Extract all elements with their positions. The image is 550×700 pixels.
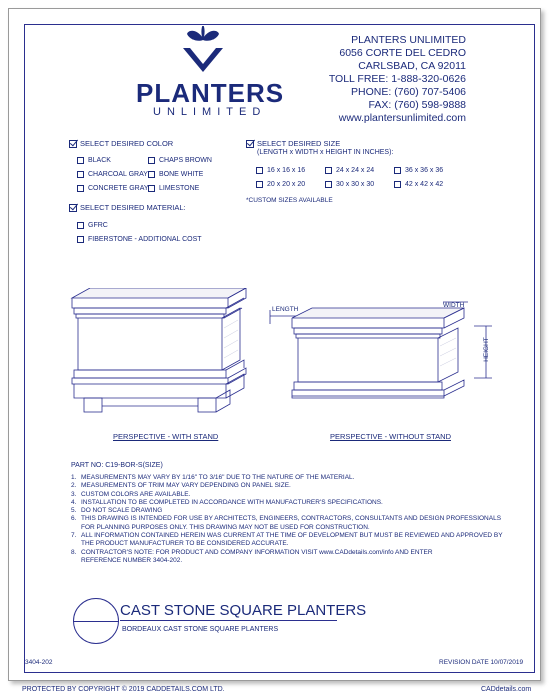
note-row: 2. MEASUREMENTS OF TRIM MAY VARY DEPENDING ON PANEL SIZE. <box>71 482 291 490</box>
checkbox-icon[interactable] <box>77 157 84 164</box>
size-subtitle: (LENGTH x WIDTH x HEIGHT IN INCHES): <box>257 149 394 156</box>
size-section-title: SELECT DESIRED SIZE <box>246 139 340 148</box>
contact-block <box>329 34 466 125</box>
checkbox-icon[interactable] <box>148 171 155 178</box>
checkbox-icon[interactable] <box>148 157 155 164</box>
drawing-title: CAST STONE SQUARE PLANTERS <box>120 602 367 619</box>
title-circle-divider <box>73 621 119 622</box>
address-line-1: 6056 CORTE DEL CEDRO <box>339 47 466 59</box>
length-label: LENGTH <box>272 306 299 313</box>
material-option-gfrc[interactable]: GFRC <box>77 222 108 229</box>
color-option-limestone[interactable]: LIMESTONE <box>148 185 199 192</box>
color-option-charcoal-gray[interactable]: CHARCOAL GRAY <box>77 171 148 178</box>
copyright-text: PROTECTED BY COPYRIGHT © 2019 CADDETAILS.COM LTD. <box>22 686 225 693</box>
caddetails-link[interactable]: CADdetails.com <box>481 686 532 693</box>
width-label: WIDTH <box>443 302 465 309</box>
note-row: 1. MEASUREMENTS MAY VARY BY 1/16" TO 3/16" DUE TO THE NATURE OF THE MATERIAL. <box>71 474 355 481</box>
checked-checkbox-icon[interactable] <box>69 204 77 212</box>
checkbox-icon[interactable] <box>394 167 401 174</box>
fax: FAX: (760) 598-9888 <box>368 99 466 111</box>
size-option-30[interactable]: 30 x 30 x 30 <box>325 181 374 188</box>
note-row: 3. CUSTOM COLORS ARE AVAILABLE. <box>71 490 191 498</box>
checkbox-icon[interactable] <box>394 181 401 188</box>
checkbox-icon[interactable] <box>77 236 84 243</box>
size-option-24[interactable]: 24 x 24 x 24 <box>325 167 374 174</box>
part-number: PART NO: C19-BOR-S(SIZE) <box>71 462 163 469</box>
note-row: FOR PLANNING PURPOSES ONLY. THIS DRAWING MAY NOT BE USED FOR CONSTRUCTION. <box>81 523 370 531</box>
color-option-bone-white[interactable]: BONE WHITE <box>148 171 203 178</box>
size-option-42[interactable]: 42 x 42 x 42 <box>394 181 443 188</box>
checkbox-icon[interactable] <box>256 181 263 188</box>
note-row: 4. INSTALLATION TO BE COMPLETED IN ACCORDANCE WITH MANUFACTURER'S SPECIFICATIONS. <box>71 498 383 506</box>
title-underline <box>120 620 337 621</box>
reference-number: 3404-202 <box>25 659 53 666</box>
logo-wordmark: PLANTERS <box>136 78 285 108</box>
drawing-subtitle: BORDEAUX CAST STONE SQUARE PLANTERS <box>122 626 279 633</box>
planter-with-stand-drawing <box>60 288 260 428</box>
material-option-fiberstone[interactable]: FIBERSTONE - ADDITIONAL COST <box>77 236 202 243</box>
caption-with-stand: PERSPECTIVE - WITH STAND <box>113 432 219 441</box>
size-option-36[interactable]: 36 x 36 x 36 <box>394 167 443 174</box>
note-row: 6. THIS DRAWING IS INTENDED FOR USE BY ARCHITECTS, ENGINEERS, CONTRACTORS, CONSULTANTS AND DESIGN PROFESSIONALS <box>71 515 502 523</box>
checkbox-icon[interactable] <box>325 181 332 188</box>
size-option-16[interactable]: 16 x 16 x 16 <box>256 167 305 174</box>
phone: PHONE: (760) 707-5406 <box>351 86 466 98</box>
planter-without-stand-drawing <box>268 300 500 420</box>
logo-subtext: UNLIMITED <box>153 106 267 118</box>
website-link[interactable]: www.plantersunlimited.com <box>338 112 466 124</box>
checkbox-icon[interactable] <box>148 185 155 192</box>
checkbox-icon[interactable] <box>77 222 84 229</box>
address-line-2: CARLSBAD, CA 92011 <box>358 60 466 72</box>
toll-free: TOLL FREE: 1-888-320-0626 <box>328 73 466 85</box>
height-label: HEIGHT <box>482 337 490 362</box>
checkbox-icon[interactable] <box>77 185 84 192</box>
revision-date: REVISION DATE 10/07/2019 <box>439 659 524 666</box>
custom-sizes-note: *CUSTOM SIZES AVAILABLE <box>246 197 333 204</box>
note-row: REFERENCE NUMBER 3404-202. <box>81 556 183 564</box>
checkbox-icon[interactable] <box>325 167 332 174</box>
color-option-chaps-brown[interactable]: CHAPS BROWN <box>148 157 212 164</box>
color-option-concrete-gray[interactable]: CONCRETE GRAY <box>77 185 149 192</box>
material-section-title: SELECT DESIRED MATERIAL: <box>69 203 186 212</box>
note-row: 8. CONTRACTOR'S NOTE: FOR PRODUCT AND COMPANY INFORMATION VISIT www.CADdetails.com/info AND ENTER <box>71 548 433 556</box>
note-row: 7. ALL INFORMATION CONTAINED HEREIN WAS CURRENT AT THE TIME OF DEVELOPMENT BUT MUST BE REVIEWED AND APPROVED BY <box>71 532 503 540</box>
checkbox-icon[interactable] <box>77 171 84 178</box>
notes-list <box>71 474 503 565</box>
note-row: THE PRODUCT MANUFACTURER TO BE CONSIDERED ACCURATE. <box>81 540 289 548</box>
note-row: 5. DO NOT SCALE DRAWING <box>71 507 163 515</box>
checked-checkbox-icon[interactable] <box>69 140 77 148</box>
company-name: PLANTERS UNLIMITED <box>351 34 466 46</box>
color-section-title: SELECT DESIRED COLOR <box>69 139 173 148</box>
leaf-logo-icon <box>180 26 226 78</box>
caption-without-stand: PERSPECTIVE - WITHOUT STAND <box>330 432 451 441</box>
size-option-20[interactable]: 20 x 20 x 20 <box>256 181 305 188</box>
color-option-black[interactable]: BLACK <box>77 157 111 164</box>
checkbox-icon[interactable] <box>256 167 263 174</box>
checked-checkbox-icon[interactable] <box>246 140 254 148</box>
